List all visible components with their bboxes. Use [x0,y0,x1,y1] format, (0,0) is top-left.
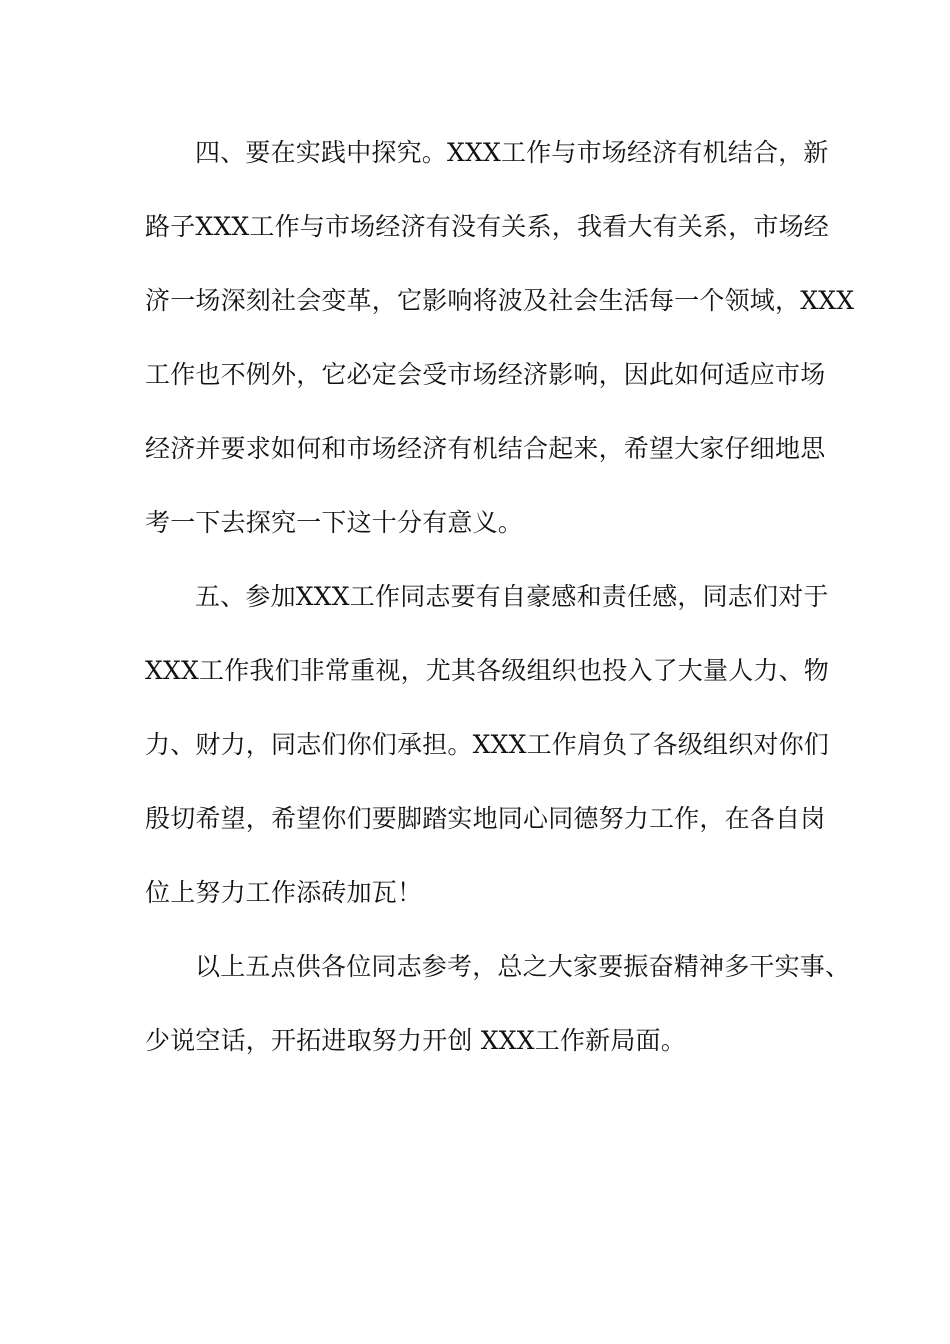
paragraph-line: 济一场深刻社会变革，它影响将波及社会生活每一个领域，XXX [145,286,855,315]
paragraph-line: 五、参加XXX工作同志要有自豪感和责任感，同志们对于 [195,582,829,611]
paragraph-line: XXX工作我们非常重视，尤其各级组织也投入了大量人力、物 [145,656,829,685]
paragraph-line: 考一下去探究一下这十分有意义。 [145,508,524,537]
paragraph-line: 殷切希望，希望你们要脚踏实地同心同德努力工作，在各自岗 [145,804,826,833]
paragraph-five [145,572,829,942]
paragraph-line: 四、要在实践中探究。XXX工作与市场经济有机结合，新 [195,138,829,167]
paragraph-line: 经济并要求如何和市场经济有机结合起来，希望大家仔细地思 [145,434,826,463]
paragraph-four [145,128,855,572]
paragraph-summary [145,942,851,1090]
document-body [145,128,855,1090]
paragraph-line: 以上五点供各位同志参考，总之大家要振奋精神多干实事、 [195,952,851,981]
paragraph-line: 路子XXX工作与市场经济有没有关系，我看大有关系，市场经 [145,212,829,241]
paragraph-line: 力、财力，同志们你们承担。XXX工作肩负了各级组织对你们 [145,730,829,759]
paragraph-line: 少说空话，开拓进取努力开创 XXX工作新局面。 [145,1026,686,1055]
paragraph-line: 工作也不例外，它必定会受市场经济影响，因此如何适应市场 [145,360,826,389]
paragraph-line: 位上努力工作添砖加瓦！ [145,878,423,907]
